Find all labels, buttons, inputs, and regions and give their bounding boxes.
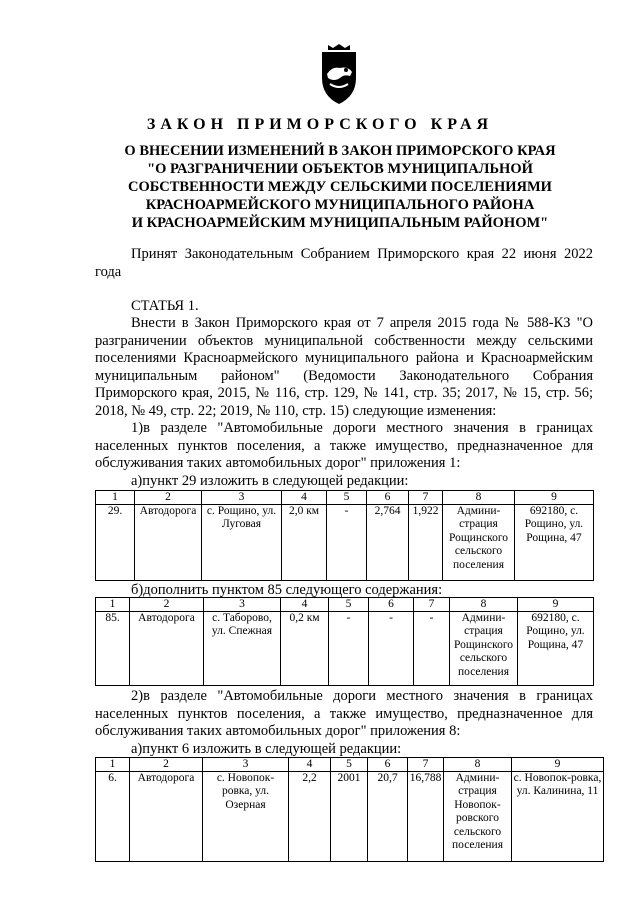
article-intro: Внести в Закон Приморского края от 7 апреля 2015 года № 588-КЗ "О разграничении объектов муниципальной собственности между сельскими поселениями Красноармейского муниципального района и Красноармейским муниципальным районом" (Ведомости Законодательного Собрания Приморского края, 2015, № 116, стр. 129, № 141, стр. 35; 2017, № 15, стр. 56; 2018, № 49, стр. 22; 2019, № 110, стр. 15) следующие изменения: — [95, 315, 593, 419]
cell-owner: Админи-страция Рощинского сельского поселения — [450, 612, 518, 686]
col-header: 5 — [327, 491, 367, 505]
cell-location: с. Новопок-ровка, ул. Калинина, 11 — [512, 772, 604, 862]
cell-length: 0,2 км — [281, 612, 329, 686]
article-title: СТАТЬЯ 1. — [131, 298, 199, 314]
table-header-row — [96, 598, 594, 612]
subitem-a-1: а)пункт 29 изложить в следующей редакции: — [131, 473, 409, 489]
cell-address: с. Рощино, ул. Луговая — [202, 505, 282, 581]
cell-length: 2,0 км — [282, 505, 327, 581]
table-row — [96, 612, 594, 686]
col-header: 6 — [368, 758, 408, 772]
subtitle-line: КРАСНОАРМЕЙСКОГО МУНИЦИПАЛЬНОГО РАЙОНА — [145, 197, 535, 213]
subitem-a-2: а)пункт 6 изложить в следующей редакции: — [131, 741, 402, 757]
cell-number: 6. — [96, 772, 130, 862]
law-subtitle — [90, 142, 590, 232]
col-header: 9 — [518, 598, 594, 612]
col-header: 8 — [443, 491, 515, 505]
cell-address: с. Таборово, ул. Спежная — [204, 612, 281, 686]
table-item-6 — [95, 757, 604, 862]
col-header: 6 — [369, 598, 414, 612]
col-header: 4 — [282, 491, 327, 505]
cell-address: с. Новопок-ровка, ул. Озерная — [203, 772, 289, 862]
subtitle-line: И КРАСНОАРМЕЙСКИМ МУНИЦИПАЛЬНЫМ РАЙОНОМ" — [131, 215, 549, 231]
adoption-notice: Принят Законодательным Собранием Приморского края 22 июня 2022 года — [95, 246, 593, 280]
col-header: 8 — [444, 758, 512, 772]
cell-year: 2001 — [331, 772, 368, 862]
col-header: 8 — [450, 598, 518, 612]
cell-number: 85. — [96, 612, 130, 686]
table-header-row — [96, 491, 594, 505]
table-row — [96, 505, 594, 581]
col-header: 1 — [96, 758, 130, 772]
col-header: 7 — [409, 491, 443, 505]
subitem-b-1: б)дополнить пунктом 85 следующего содержания: — [131, 582, 443, 598]
cell-owner: Админи-страция Новопок-ровского сельского поселения — [444, 772, 512, 862]
cell-location: 692180, с. Рощино, ул. Рощина, 47 — [518, 612, 594, 686]
item-2-text: 2)в разделе "Автомобильные дороги местного значения в границах населенных пунктов поселения, а также имущество, предназначенное для обслуживания таких автомобильных дорог" приложения 8: — [95, 688, 593, 739]
item-1-text: 1)в разделе "Автомобильные дороги местного значения в границах населенных пунктов поселения, а также имущество, предназначенное для обслуживания таких автомобильных дорог" приложения 1: — [95, 420, 593, 471]
col-header: 4 — [281, 598, 329, 612]
law-title: ЗАКОН ПРИМОРСКОГО КРАЯ — [146, 116, 494, 133]
cell-col7: 1,922 — [409, 505, 443, 581]
col-header: 3 — [202, 491, 282, 505]
col-header: 2 — [130, 758, 203, 772]
cell-col7: - — [414, 612, 450, 686]
cell-col6: - — [369, 612, 414, 686]
subtitle-line: "О РАЗГРАНИЧЕНИИ ОБЪЕКТОВ МУНИЦИПАЛЬНОЙ — [147, 161, 533, 177]
col-header: 2 — [130, 598, 204, 612]
cell-year: - — [327, 505, 367, 581]
col-header: 2 — [135, 491, 202, 505]
coat-of-arms-emblem — [316, 44, 362, 106]
col-header: 7 — [414, 598, 450, 612]
col-header: 9 — [515, 491, 594, 505]
cell-col6: 2,764 — [367, 505, 409, 581]
col-header: 5 — [329, 598, 369, 612]
col-header: 3 — [203, 758, 289, 772]
subtitle-line: О ВНЕСЕНИИ ИЗМЕНЕНИЙ В ЗАКОН ПРИМОРСКОГО КРАЯ — [124, 143, 556, 159]
cell-location: 692180, с. Рощино, ул. Рощина, 47 — [515, 505, 594, 581]
cell-year: - — [329, 612, 369, 686]
cell-number: 29. — [96, 505, 135, 581]
cell-type: Автодорога — [130, 612, 204, 686]
subtitle-line: СОБСТВЕННОСТИ МЕЖДУ СЕЛЬСКИМИ ПОСЕЛЕНИЯМИ — [128, 179, 552, 195]
col-header: 6 — [367, 491, 409, 505]
cell-length: 2,2 — [289, 772, 331, 862]
col-header: 1 — [96, 598, 130, 612]
table-item-29 — [95, 490, 594, 581]
col-header: 3 — [204, 598, 281, 612]
cell-col7: 16,788 — [408, 772, 444, 862]
table-row — [96, 772, 604, 862]
col-header: 4 — [289, 758, 331, 772]
col-header: 5 — [331, 758, 368, 772]
col-header: 9 — [512, 758, 604, 772]
cell-col6: 20,7 — [368, 772, 408, 862]
cell-owner: Админи-страция Рощинского сельского поселения — [443, 505, 515, 581]
cell-type: Автодорога — [135, 505, 202, 581]
col-header: 7 — [408, 758, 444, 772]
cell-type: Автодорога — [130, 772, 203, 862]
table-header-row — [96, 758, 604, 772]
col-header: 1 — [96, 491, 135, 505]
table-item-85 — [95, 597, 594, 686]
